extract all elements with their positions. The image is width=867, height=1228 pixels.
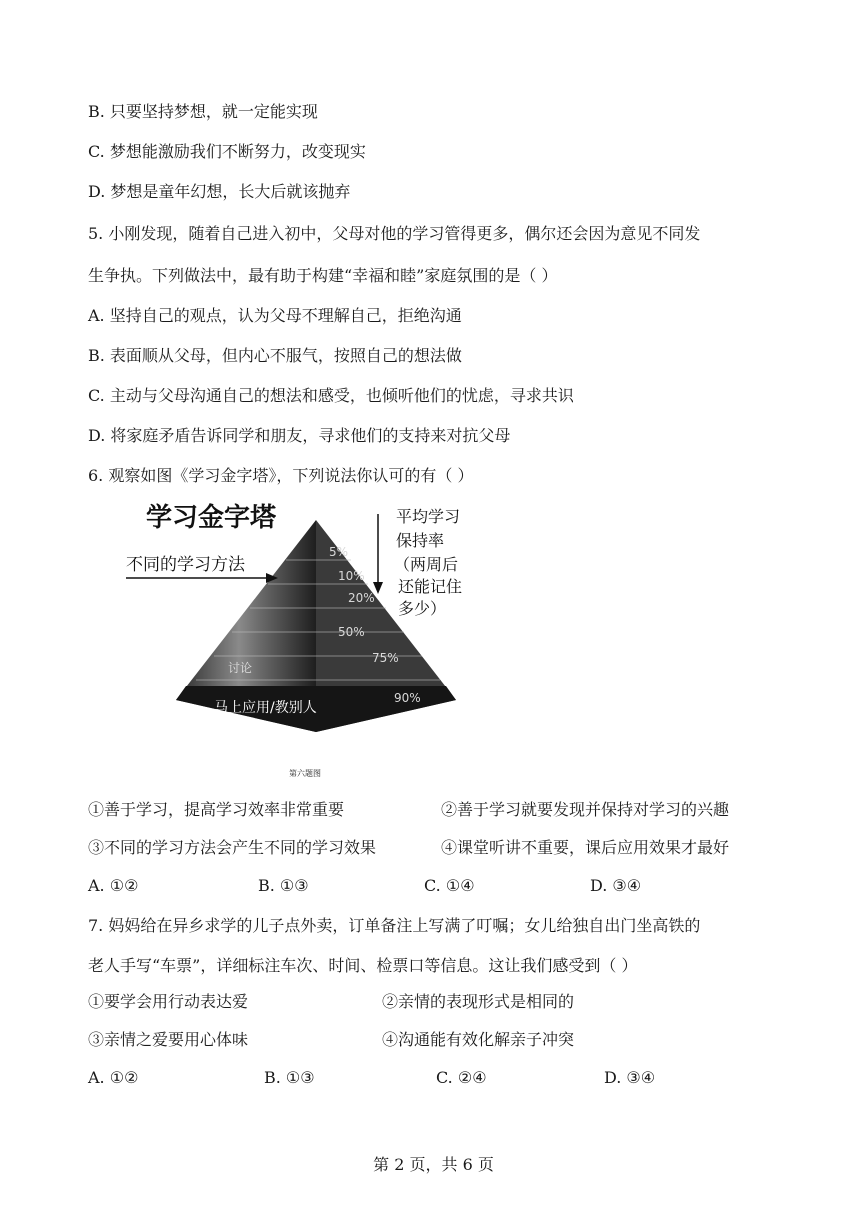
q6-statement-2: ②善于学习就要发现并保持对学习的兴趣 [441,800,730,819]
q6-statement-4: ④课堂听讲不重要，课后应用效果才最好 [441,838,730,857]
q7-option-c: C. ②④ [436,1068,487,1087]
q4-option-d: D. 梦想是童年幻想，长大后就该抛弃 [88,182,351,201]
pyramid-pct-20: 20% [348,591,375,605]
pyramid-pct-10: 10% [338,569,365,583]
pyramid-right-label-line2: 保持率 [396,531,445,550]
q6-option-b: B. ①③ [258,876,309,895]
pyramid-left-label: 不同的学习方法 [126,555,245,575]
q7-stem-line1: 7. 妈妈给在异乡求学的儿子点外卖，订单备注上写满了叮嘱；女儿给独自出门坐高铁的 [88,916,701,935]
pyramid-level-label: 讨论 [228,661,253,675]
q7-statement-1: ①要学会用行动表达爱 [88,992,249,1011]
q6-statements-row1 [0,800,867,820]
pyramid-pct-50: 50% [338,625,365,639]
pyramid-pct-90: 90% [394,691,421,705]
q7-statements-row2 [0,1030,867,1050]
pyramid-right-label-line5: 多少） [398,599,447,618]
q4-option-b: B. 只要坚持梦想，就一定能实现 [88,102,318,121]
q5-stem-line2: 生争执。下列做法中，最有助于构建“幸福和睦”家庭氛围的是（ ） [88,266,558,285]
q4-option-c: C. 梦想能激励我们不断努力，改变现实 [88,142,366,161]
pyramid-pct-5: 5% [329,545,349,559]
pyramid-title: 学习金字塔 [146,503,277,533]
pyramid-pct-75: 75% [372,651,399,665]
pyramid-right-label-line3: （两周后 [394,555,459,574]
q7-options [0,1068,867,1088]
q7-statements-row1 [0,992,867,1012]
pyramid-base-label: 马上应用/教别人 [214,700,317,716]
page-footer: 第 2 页，共 6 页 [373,1155,494,1174]
pyramid-right-label-line1: 平均学习 [396,507,461,526]
learning-pyramid-figure [116,500,536,750]
q5-option-b: B. 表面顺从父母，但内心不服气，按照自己的想法做 [88,346,462,365]
q5-option-c: C. 主动与父母沟通自己的想法和感受，也倾听他们的忧虑，寻求共识 [88,386,574,405]
q7-option-b: B. ①③ [264,1068,315,1087]
q5-stem-line1: 5. 小刚发现，随着自己进入初中，父母对他的学习管得更多，偶尔还会因为意见不同发 [88,224,701,243]
pyramid-right-label-line4: 还能记住 [398,577,463,596]
q7-statement-4: ④沟通能有效化解亲子冲突 [382,1030,575,1049]
q5-option-d: D. 将家庭矛盾告诉同学和朋友，寻求他们的支持来对抗父母 [88,426,511,445]
q7-option-a: A. ①② [88,1068,139,1087]
q7-stem-line2: 老人手写“车票”，详细标注车次、时间、检票口等信息。这让我们感受到（ ） [88,956,638,975]
q6-options [0,876,867,896]
q6-statement-1: ①善于学习，提高学习效率非常重要 [88,800,345,819]
q6-statement-3: ③不同的学习方法会产生不同的学习效果 [88,838,377,857]
q6-statements-row2 [0,838,867,858]
q6-option-a: A. ①② [88,876,139,895]
q7-statement-2: ②亲情的表现形式是相同的 [382,992,575,1011]
q5-option-a: A. 坚持自己的观点，认为父母不理解自己，拒绝沟通 [88,306,462,325]
q6-stem: 6. 观察如图《学习金字塔》，下列说法你认可的有（ ） [88,466,474,485]
figure-caption: 第六题图 [289,769,321,778]
q6-option-d: D. ③④ [590,876,642,895]
q7-statement-3: ③亲情之爱要用心体味 [88,1030,249,1049]
q7-option-d: D. ③④ [604,1068,656,1087]
q6-option-c: C. ①④ [424,876,475,895]
